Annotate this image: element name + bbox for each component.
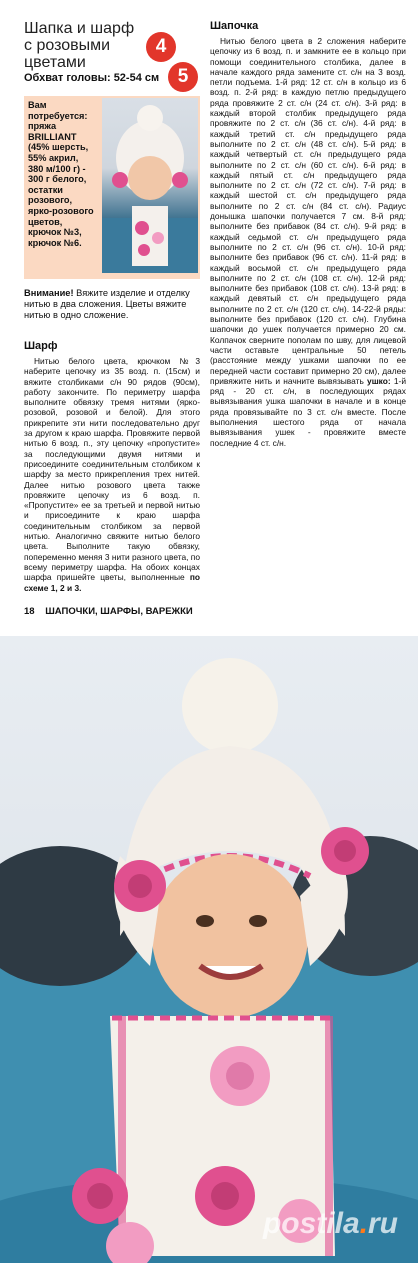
head-size-label: Обхват головы: 52-54 см	[24, 72, 160, 84]
footer-section: ШАПОЧКИ, ШАРФЫ, ВАРЕЖКИ	[45, 606, 193, 617]
scarf-text: Нитью белого цвета, крючком №3 наберите цепочку из 35 возд. п. (15см) и вяжите столбиками с/н 90 рядов (90см), работу закончите. По периметру шарфа выполните обвязку тремя нитями (ярко-розовой, розовой и белой). Для этого прикрепите эти нити последовательно друг за другом к краю шарфа. Провяжите первой нитью 6 возд. п., эту цепочку «пропустите» за последующими двумя нитями и присоедините соединительным столбиком к шарфу за место прикрепления трех нитей. Далее нитью розового цвета также провяжите цепочку из 6 возд. п. «Пропустите» ее за третьей и первой нитью и присоедините к краю шарфа соединительным столбиком за первой нитью. Аналогично свяжите нитью белого цвета. Выполните такую обвязку, попеременно меняя 3 нити разного цвета, по всему периметру шарфа. На обоих концах шарфа пришейте цветы, выполненные	[24, 356, 200, 583]
thumbnail-illustration	[102, 98, 198, 273]
materials-line: ярко-розового	[28, 205, 94, 216]
materials-line: цветов,	[28, 216, 63, 227]
materials-line: остатки	[28, 184, 63, 195]
materials-line: розового,	[28, 195, 73, 206]
materials-line: потребуется:	[28, 110, 88, 121]
materials-line: 380 м/100 г) -	[28, 163, 86, 174]
attention-note	[24, 288, 200, 322]
page-footer	[24, 606, 394, 617]
materials-line: (45% шерсть,	[28, 142, 89, 153]
materials-line: BRILLIANT	[28, 131, 77, 142]
cap-ears-label: ушко:	[367, 375, 391, 386]
page-number: 18	[24, 606, 35, 617]
materials-line: 55% акрил,	[28, 152, 79, 163]
main-photo	[0, 636, 418, 1263]
materials-line: пряжа	[28, 121, 57, 132]
pattern-number-badge: 5	[168, 62, 198, 92]
thumbnail-photo	[102, 98, 198, 273]
left-column	[24, 20, 200, 593]
scarf-instructions	[24, 356, 200, 593]
watermark-name: postila	[262, 1207, 360, 1240]
pattern-number-badge: 4	[146, 32, 176, 62]
materials-line: 300 г белого,	[28, 174, 87, 185]
scarf-scheme-ref: по схеме 1, 2 и 3.	[24, 572, 200, 593]
attention-text: Вяжите изделие и отделку нитью в два сложения. Цветы вяжите нитью в одно сложение.	[24, 288, 190, 321]
scarf-heading: Шарф	[24, 340, 58, 352]
cap-ears-text: 1-й ряд - 20 ст. с/н, в последующих рядах вывязывания ушка шапочки в начале и в конце ряда провязывайте по 3 ст. с/н вместе. После выполнения шестого ряда от начала вывязывания ушек - провяжите вместе последние 4 ст. с/н.	[210, 375, 406, 448]
materials-line: Вам	[28, 100, 47, 110]
cap-text: Нитью белого цвета в 2 сложения наберите цепочку из 6 возд. п. и замкните ее в кольцо при помощи соединительного столбика, далее в начале каждого ряда замените ст. с/н на 3 возд. петли подъема. 1-й ряд: 12 ст. с/н в кольцо из 6 возд. п. 2-й ряд: в каждую петлю предыдущего ряда провяжите 2 ст. с/н (24 ст. с/н). 3-й ряд: в каждый второй столбик предыдущего ряда провяжите по 2 ст. с/н (36 ст. с/н). 4-й ряд: в каждый третий ст. с/н предыдущего ряда выполните по 2 ст. с/н (48 ст. с/н). 5-й ряд: в каждый четвертый ст. с/н предыдущего ряда выполните по 2 ст. с/н (60 ст. с/н). 6-й ряд: в каждый пятый ст. с/н предыдущего ряда выполните по 2 ст. с/н (72 ст. с/н). 7-й ряд: в каждый шестой ст. с/н предыдущего ряда выполните по 2 ст. с/н (84 ст. с/н). Радиус донышка шапочки получается 7 см. 8-й ряд: выполните без прибавок (84 ст. с/н). 9-й ряд: в каждый седьмой ст. с/н предыдущего ряда выполните по 2 ст. с/н (96 ст. с/н). 10-й ряд: выполните без прибавок (96 ст. с/н). 11-й ряд: в каждый восьмой ст. с/н предыдущего ряда выполните по 2 ст. с/н (108 ст. с/н). 12-й ряд: выполните без прибавок (108 ст. с/н). 13-й ряд: в каждый девятый ст. с/н предыдущего ряда выполните по 2 ст. с/н (120 ст. с/н). 14-22-й ряды: выполните без прибавок (120 ст. с/н). Глубина шапочки до ушек получается примерно 20 см. Колпачок сверните пополам по шву, для лицевой части оставьте центральные 50 петель (расстояние между ушками шапочки по ее передней части составит примерно 20 см), далее привяжите нить и начните вывязывать	[210, 36, 406, 386]
watermark-tld: ru	[368, 1207, 398, 1240]
cap-heading: Шапочка	[210, 20, 259, 32]
materials-list	[28, 100, 100, 248]
materials-box	[24, 96, 200, 279]
cap-instructions	[210, 36, 406, 448]
magazine-page	[0, 0, 418, 628]
attention-label: Внимание!	[24, 288, 74, 298]
page-title: Шапка и шарф с розовыми цветами	[24, 20, 135, 71]
photo-illustration	[0, 636, 418, 1263]
materials-line: крючок №6.	[28, 237, 82, 248]
materials-line: крючок №3,	[28, 227, 82, 238]
watermark	[263, 1207, 398, 1241]
watermark-dot: .	[359, 1207, 368, 1240]
